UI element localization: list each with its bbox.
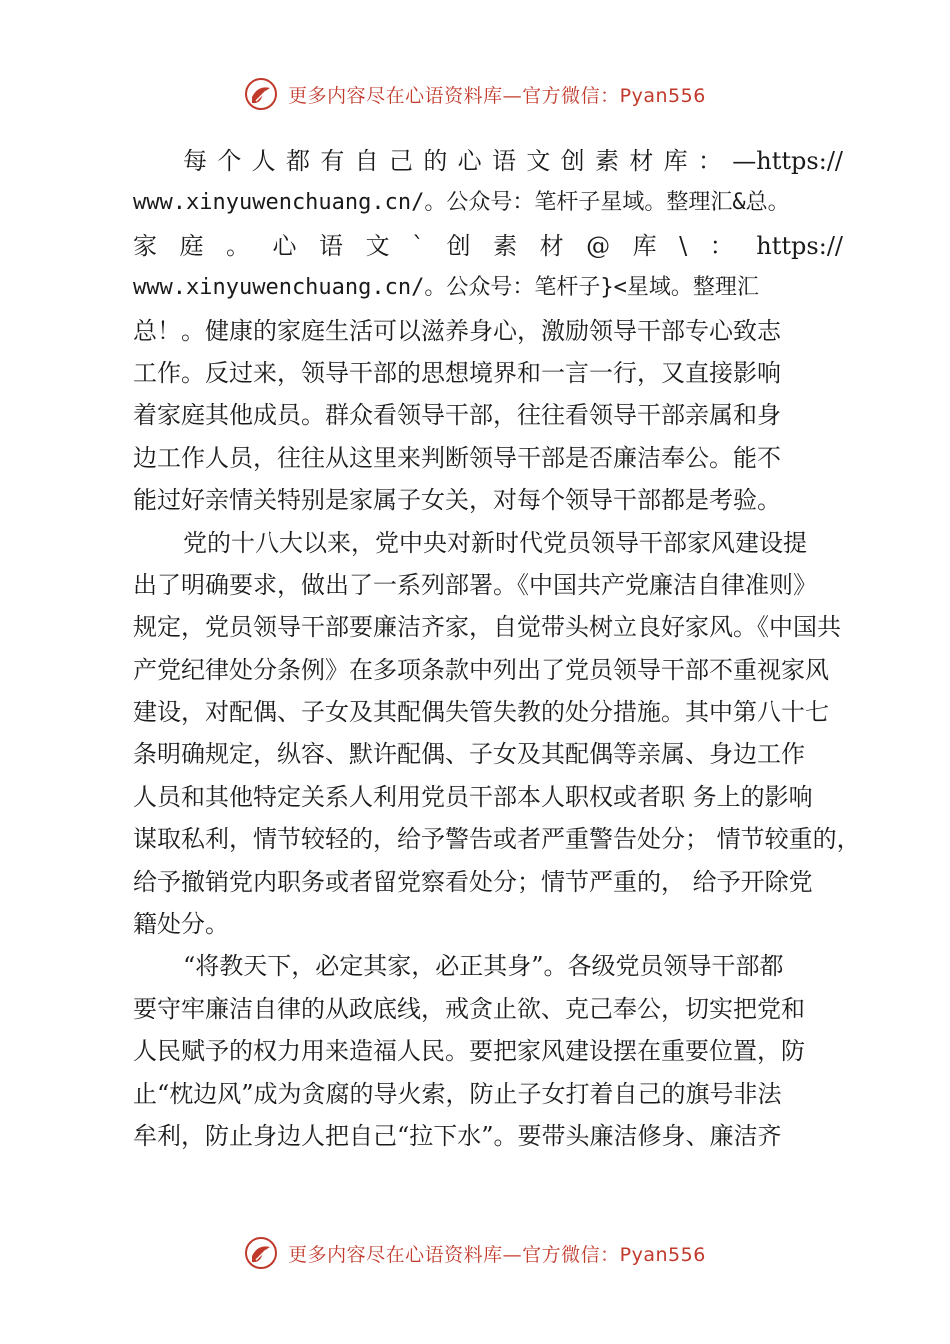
text-line: 边工作人员，往往从这里来判断领导干部是否廉洁奉公。能不 <box>133 443 781 472</box>
text-line: 着家庭其他成员。群众看领导干部，往往看领导干部亲属和身 <box>133 401 781 430</box>
text-line: 给予撤销党内职务或者留党察看处分；情节严重的， 给予开除党 <box>133 867 813 896</box>
text-line: 谋取私利，情节较轻的，给予警告或者严重警告处分； 情节较重的， <box>133 825 861 854</box>
document-body <box>133 140 861 1157</box>
header-banner <box>0 74 950 114</box>
footer-wechat-id: Pyan556 <box>619 1243 706 1266</box>
text-line: 牟利，防止身边人把自己“拉下水”。要带头廉洁修身、廉洁齐 <box>133 1121 782 1150</box>
text-line: 籍处分。 <box>133 910 229 939</box>
text-line: 家庭。心语文`创素材@库\：https:// <box>133 231 843 260</box>
text-line: 党的十八大以来，党中央对新时代党员领导干部家风建设提 <box>183 528 807 557</box>
logo-icon <box>244 77 278 111</box>
text-line: 建设，对配偶、子女及其配偶失管失教的处分措施。其中第八十七 <box>133 698 829 727</box>
text-line: 止“枕边风”成为贪腐的导火索，防止子女打着自己的旗号非法 <box>133 1079 782 1108</box>
text-line: www.xinyuwenchuang.cn/。公众号：笔杆子}<星域。整理汇 <box>133 275 759 301</box>
text-line: 总！。健康的家庭生活可以滋养身心，激励领导干部专心致志 <box>133 316 781 345</box>
text-line: 工作。反过来，领导干部的思想境界和一言一行，又直接影响 <box>133 358 781 387</box>
footer-text: 更多内容尽在心语资料库—官方微信：Pyan556 <box>288 1243 706 1266</box>
text-line: 条明确规定，纵容、默许配偶、子女及其配偶等亲属、身边工作 <box>133 740 805 769</box>
text-line: 出了明确要求，做出了一系列部署。《中国共产党廉洁自律准则》 <box>133 570 817 599</box>
text-line: 每个人都有自己的心语文创素材库：—https:// <box>183 147 843 175</box>
text-line: www.xinyuwenchuang.cn/。公众号：笔杆子星域。整理汇&总。 <box>133 190 790 216</box>
logo-icon <box>244 1236 278 1270</box>
text-line: “将教天下，必定其家，必正其身”。各级党员领导干部都 <box>183 952 784 981</box>
text-line: 规定，党员领导干部要廉洁齐家，自觉带头树立良好家风。《中国共 <box>133 613 841 642</box>
header-text: 更多内容尽在心语资料库—官方微信：Pyan556 <box>288 84 706 107</box>
header-wechat-id: Pyan556 <box>619 84 706 107</box>
text-line: 能过好亲情关特别是家属子女关，对每个领导干部都是考验。 <box>133 486 781 515</box>
text-line: 人员和其他特定关系人利用党员干部本人职权或者职 务上的影响 <box>133 782 813 811</box>
footer-banner <box>0 1233 950 1273</box>
text-line: 要守牢廉洁自律的从政底线，戒贪止欲、克己奉公，切实把党和 <box>133 994 805 1023</box>
text-line: 产党纪律处分条例》在多项条款中列出了党员领导干部不重视家风 <box>133 655 829 684</box>
text-line: 人民赋予的权力用来造福人民。要把家风建设摆在重要位置，防 <box>133 1037 805 1066</box>
